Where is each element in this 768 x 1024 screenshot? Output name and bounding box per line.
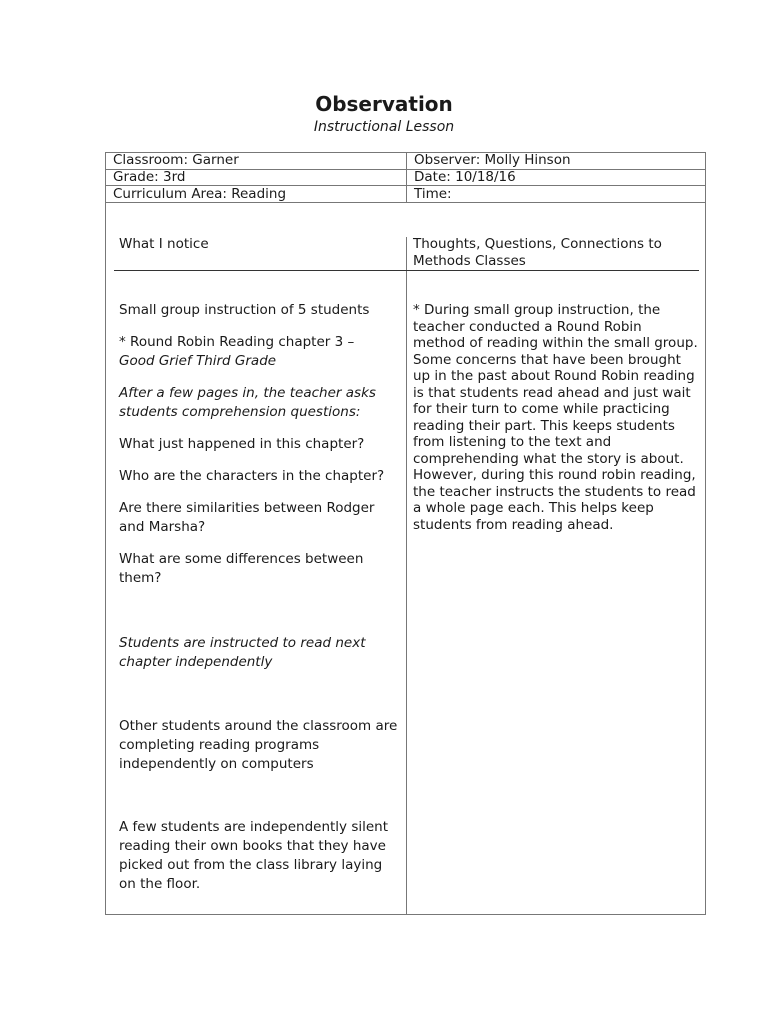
- right-column-heading: Thoughts, Questions, Connections to Methods Classes: [413, 236, 662, 269]
- classroom-cell: Classroom: Garner: [113, 152, 239, 168]
- note-after-pages: After a few pages in, the teacher asks students comprehension questions:: [119, 385, 376, 420]
- book-title: Good Grief Third Grade: [119, 353, 277, 369]
- curriculum-cell: Curriculum Area: Reading: [113, 186, 287, 202]
- date-cell: Date: 10/18/16: [414, 169, 516, 185]
- note-round-robin: [119, 333, 399, 371]
- observer-cell: Observer: Molly Hinson: [414, 152, 571, 168]
- time-cell: Time:: [414, 186, 452, 202]
- note-instructed: Students are instructed to read next chapter independently: [119, 635, 366, 670]
- grade-cell: Grade: 3rd: [113, 169, 186, 185]
- thoughts-paragraph: * During small group instruction, the teacher conducted a Round Robin method of reading within the small group. Some concerns that have been brought up in the past about Round Robin reading is that students read ahead and just wait for their turn to come while practicing reading their part. This keeps students from listening to the text and comprehending what the story is about. However, during this round robin reading, the teacher instructs the students to read a whole page each. This helps keep students from reading ahead.: [413, 302, 698, 533]
- note-round-robin-text: * Round Robin Reading chapter 3 –: [119, 334, 355, 350]
- table-column-divider: [406, 237, 407, 915]
- note-other-students: Other students around the classroom are completing reading programs independently on computers: [119, 718, 398, 772]
- note-question-1: What just happened in this chapter?: [119, 436, 365, 452]
- note-question-4: What are some differences between them?: [119, 551, 364, 586]
- heading-underline: [114, 270, 699, 271]
- table-column-divider: [406, 152, 407, 203]
- note-question-3: Are there similarities between Rodger and Marsha?: [119, 500, 375, 535]
- left-column-heading: What I notice: [119, 236, 209, 252]
- note-small-group: Small group instruction of 5 students: [119, 302, 370, 318]
- document-subtitle: Instructional Lesson: [313, 119, 455, 135]
- note-few-students: A few students are independently silent reading their own books that they have picked out from the class library laying on the floor.: [119, 819, 389, 892]
- document-title: Observation: [315, 92, 453, 116]
- note-question-2: Who are the characters in the chapter?: [119, 468, 385, 484]
